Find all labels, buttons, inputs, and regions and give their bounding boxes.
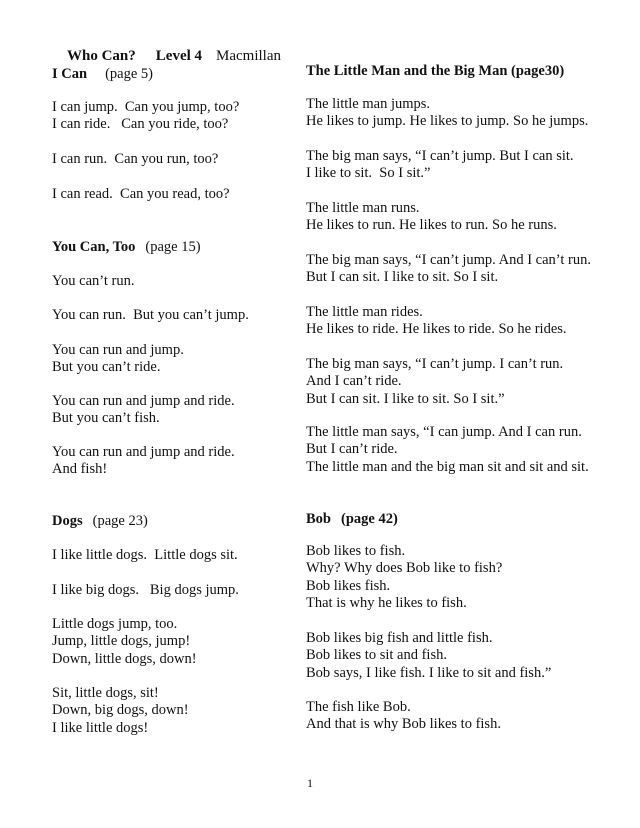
- text-line: And I can’t ride.: [306, 373, 402, 390]
- paragraph: [306, 252, 591, 287]
- text-line: Down, big dogs, down!: [52, 702, 189, 719]
- text-line: I can jump. Can you jump, too?: [52, 99, 240, 115]
- section-heading: [306, 511, 398, 528]
- text-line: But I can sit. I like to sit. So I sit.”: [306, 390, 505, 407]
- text-line: Bob says, I like fish. I like to sit and fish.”: [306, 664, 552, 681]
- text-line: Bob likes big fish and little fish.: [306, 630, 493, 646]
- section-page-ref: (page 5): [105, 66, 153, 82]
- section-page-ref: (page 23): [92, 513, 148, 529]
- paragraph: [52, 151, 218, 168]
- paragraph: [306, 699, 501, 734]
- text-line: I can read. Can you read, too?: [52, 186, 230, 202]
- section-page-ref: (page 15): [145, 239, 201, 255]
- paragraph: [306, 304, 567, 339]
- text-line: The little man runs.: [306, 200, 420, 216]
- publisher: Macmillan: [216, 48, 282, 65]
- text-line: You can run and jump.: [52, 342, 184, 358]
- paragraph: [306, 200, 557, 235]
- text-line: He likes to jump. He likes to jump. So he jumps.: [306, 113, 589, 130]
- section-heading: [52, 239, 201, 256]
- paragraph: [306, 148, 574, 183]
- paragraph: [52, 547, 238, 564]
- text-line: The little man rides.: [306, 304, 423, 320]
- text-line: That is why he likes to fish.: [306, 594, 467, 611]
- page-number: 1: [307, 776, 313, 790]
- section-title: Dogs: [52, 513, 83, 529]
- text-line: Down, little dogs, down!: [52, 650, 197, 667]
- text-line: But you can’t ride.: [52, 359, 161, 376]
- text-line: You can run and jump and ride.: [52, 393, 235, 409]
- paragraph: [52, 444, 235, 479]
- text-line: He likes to run. He likes to run. So he runs.: [306, 217, 557, 234]
- paragraph: [306, 356, 563, 408]
- paragraph: [52, 582, 239, 599]
- section-heading: [52, 66, 153, 83]
- text-line: The fish like Bob.: [306, 699, 411, 715]
- text-line: The big man says, “I can’t jump. But I can sit.: [306, 148, 574, 164]
- text-line: He likes to ride. He likes to ride. So he rides.: [306, 321, 567, 338]
- text-line: And that is why Bob likes to fish.: [306, 716, 501, 733]
- section-title: You Can, Too: [52, 239, 136, 255]
- text-line: The little man jumps.: [306, 96, 431, 112]
- text-line: The little man and the big man sit and sit and sit.: [306, 458, 589, 475]
- text-line: The big man says, “I can’t jump. I can’t run.: [306, 356, 564, 372]
- section-title: Bob: [306, 511, 331, 527]
- paragraph: [52, 685, 189, 737]
- book-title: Who Can?: [67, 48, 136, 65]
- paragraph: [52, 342, 184, 377]
- paragraph: [306, 424, 589, 476]
- text-line: Bob likes to fish.: [306, 543, 406, 559]
- book-level: Level 4: [155, 48, 203, 65]
- paragraph: [306, 96, 588, 131]
- paragraph: [306, 543, 502, 612]
- paragraph: [52, 393, 235, 428]
- text-line: Bob likes fish.: [306, 577, 391, 594]
- text-line: I can run. Can you run, too?: [52, 151, 219, 167]
- text-line: You can run and jump and ride.: [52, 444, 235, 460]
- section-heading: [52, 513, 148, 530]
- text-line: But you can’t fish.: [52, 410, 160, 427]
- text-line: I like little dogs. Little dogs sit.: [52, 547, 238, 563]
- section-page-ref: (page 42): [341, 511, 398, 527]
- text-line: I like little dogs!: [52, 719, 149, 736]
- text-line: Jump, little dogs, jump!: [52, 633, 191, 650]
- text-line: Little dogs jump, too.: [52, 616, 178, 632]
- text-line: And fish!: [52, 461, 108, 478]
- paragraph: [52, 273, 134, 290]
- text-line: Why? Why does Bob like to fish?: [306, 560, 503, 577]
- text-line: Sit, little dogs, sit!: [52, 685, 159, 701]
- paragraph: [52, 616, 197, 668]
- text-line: I can ride. Can you ride, too?: [52, 116, 229, 133]
- text-line: Bob likes to sit and fish.: [306, 647, 447, 664]
- paragraph: [52, 186, 230, 203]
- paragraph: [52, 307, 249, 324]
- text-line: I like to sit. So I sit.”: [306, 165, 431, 182]
- section-heading: [306, 63, 564, 80]
- section-title: I Can: [52, 66, 88, 82]
- text-line: I like big dogs. Big dogs jump.: [52, 582, 239, 598]
- text-line: But I can’t ride.: [306, 441, 398, 458]
- text-line: You can run. But you can’t jump.: [52, 307, 249, 323]
- text-line: The little man says, “I can jump. And I can run.: [306, 424, 582, 440]
- section-title: The Little Man and the Big Man (page30): [306, 63, 565, 79]
- paragraph: [52, 99, 239, 134]
- text-line: You can’t run.: [52, 273, 135, 289]
- text-line: But I can sit. I like to sit. So I sit.: [306, 269, 499, 286]
- paragraph: [306, 630, 551, 682]
- text-line: The big man says, “I can’t jump. And I can’t run.: [306, 252, 591, 268]
